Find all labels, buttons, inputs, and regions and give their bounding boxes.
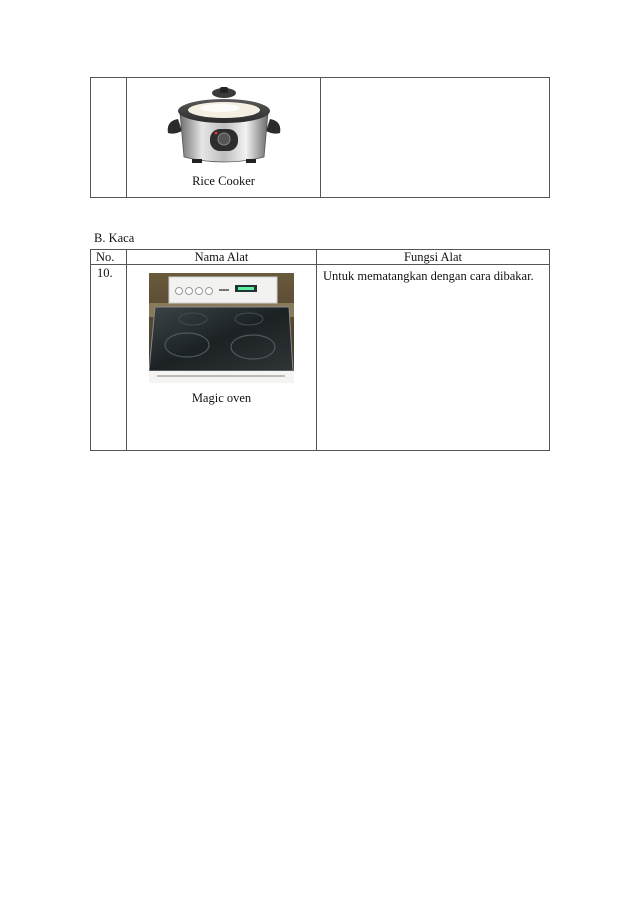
rice-cooker-image	[164, 83, 284, 167]
section-title: B. Kaca	[94, 231, 135, 245]
tool-caption: Rice Cooker	[192, 174, 255, 188]
header-tool-name: Nama Alat	[127, 250, 317, 265]
equipment-table-continued	[90, 77, 550, 198]
row-number-cell	[91, 78, 127, 198]
tool-name-cell	[127, 78, 321, 198]
tool-caption: Magic oven	[191, 391, 252, 405]
magic-oven-image	[149, 273, 294, 383]
tool-function-cell: Untuk mematangkan dengan cara dibakar.	[317, 265, 550, 451]
row-number-cell: 10.	[91, 265, 127, 451]
tool-name-cell	[127, 265, 317, 451]
tool-function-cell	[321, 78, 550, 198]
table-header-row	[91, 250, 550, 265]
table-row	[91, 78, 550, 198]
table-row	[91, 265, 550, 451]
header-no: No.	[91, 250, 127, 265]
equipment-table-glass	[90, 249, 550, 451]
header-tool-function: Fungsi Alat	[317, 250, 550, 265]
